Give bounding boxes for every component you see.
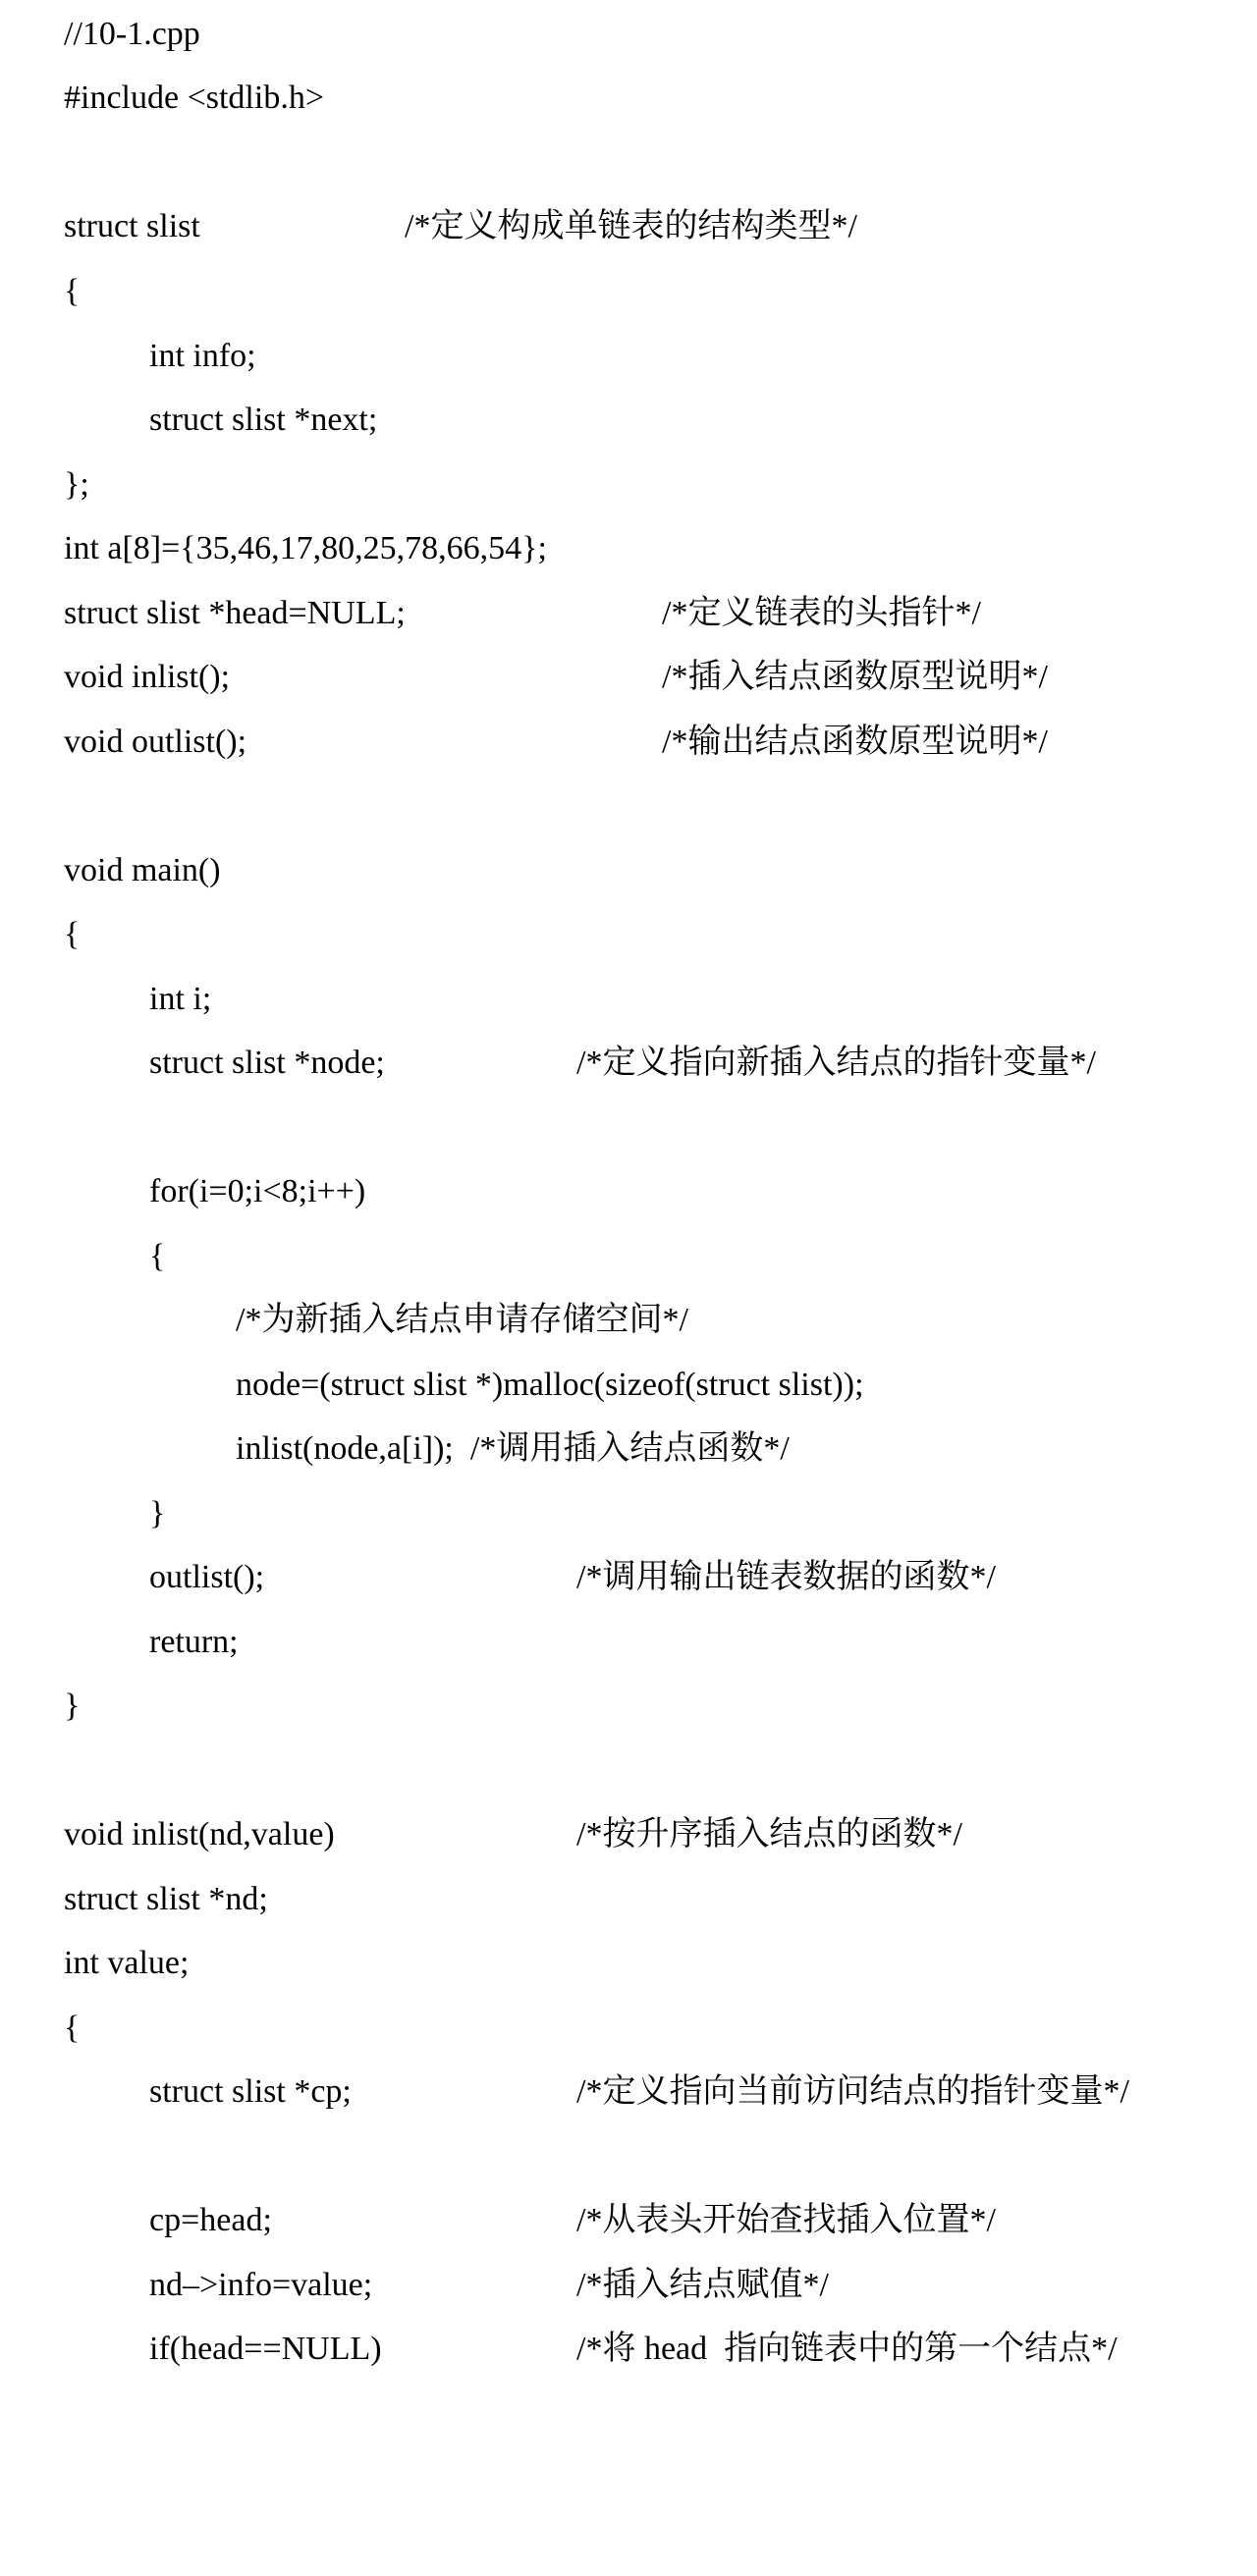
code-comment: /*从表头开始查找插入位置*/ [576,2202,996,2238]
code-text: if(head==NULL) [149,2331,382,2367]
code-line [0,2188,1257,2253]
code-line [0,1545,1257,1610]
code-text: void inlist(nd,value) [64,1816,335,1852]
code-line [0,1288,1257,1353]
code-line [0,259,1257,324]
code-line [0,581,1257,646]
code-comment: /*将 head 指向链表中的第一个结点*/ [576,2331,1118,2367]
code-text: return; [149,1624,239,1660]
code-text: }; [64,466,89,503]
code-text: int a[8]={35,46,17,80,25,78,66,54}; [64,530,547,566]
code-text: struct slist *next; [149,402,378,438]
code-line [0,2,1257,67]
code-text: { [64,273,81,309]
code-text: { [64,916,81,952]
code-comment: /*定义构成单链表的结构类型*/ [405,208,857,244]
code-line [0,1931,1257,1996]
code-text: #include <stdlib.h> [64,80,324,116]
code-text: cp=head; [149,2202,272,2238]
code-line [0,324,1257,389]
code-text: void inlist(); [64,659,231,695]
code-line [0,1610,1257,1675]
code-text: nd–>info=value; [149,2267,373,2303]
code-line [0,66,1257,131]
code-text: int value; [64,1945,190,1981]
code-line [0,1353,1257,1418]
code-line [0,1417,1257,1481]
code-text: struct slist *head=NULL; [64,595,406,631]
code-text: { [149,1238,166,1274]
code-text: for(i=0;i<8;i++) [149,1173,366,1209]
code-comment: /*插入结点赋值*/ [576,2267,829,2303]
code-line [0,838,1257,903]
code-line [0,1159,1257,1224]
code-comment: /*定义链表的头指针*/ [662,595,981,631]
code-line [0,1481,1257,1546]
code-comment: /*按升序插入结点的函数*/ [576,1816,962,1852]
code-line [0,1674,1257,1739]
code-text: struct slist *node; [149,1045,385,1081]
code-line [0,645,1257,710]
code-text: //10-1.cpp [64,16,200,52]
code-comment: /*输出结点函数原型说明*/ [662,724,1048,760]
code-line [0,194,1257,259]
code-comment: /*插入结点函数原型说明*/ [662,659,1048,695]
code-line [0,453,1257,517]
code-text: outlist(); [149,1559,265,1595]
code-text: int i; [149,981,212,1017]
code-line [0,516,1257,581]
code-comment: /*调用输出链表数据的函数*/ [576,1559,996,1595]
code-text: inlist(node,a[i]); /*调用插入结点函数*/ [236,1430,790,1467]
code-text: void main() [64,852,221,888]
code-line [0,1031,1257,1096]
code-text: node=(struct slist *)malloc(sizeof(struct slist)); [236,1367,864,1403]
code-text: int info; [149,338,256,374]
code-line [0,2253,1257,2318]
code-text: struct slist [64,208,200,244]
code-comment: /*定义指向当前访问结点的指针变量*/ [576,2073,1129,2110]
code-line [0,388,1257,453]
code-text: void outlist(); [64,724,247,760]
code-text: /*为新插入结点申请存储空间*/ [236,1302,688,1338]
code-line [0,967,1257,1032]
code-text: struct slist *cp; [149,2073,352,2110]
code-text: } [149,1495,166,1531]
code-line [0,2317,1257,2382]
code-line [0,1996,1257,2061]
code-line [0,902,1257,967]
code-line [0,2060,1257,2124]
code-text: } [64,1688,81,1724]
code-line [0,1867,1257,1932]
code-line [0,1224,1257,1289]
code-line [0,1802,1257,1867]
code-comment: /*定义指向新插入结点的指针变量*/ [576,1045,1096,1081]
code-text: struct slist *nd; [64,1881,268,1917]
code-line [0,710,1257,775]
code-text: { [64,2010,81,2046]
